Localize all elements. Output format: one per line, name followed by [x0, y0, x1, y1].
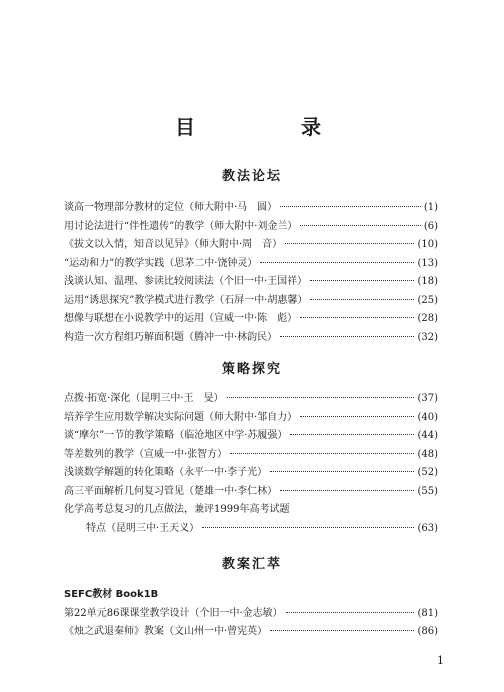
- toc-entry-first-line[interactable]: [64, 501, 438, 520]
- toc-entry-title: 谈高一物理部分教材的定位（师大附中·马 圆）: [64, 202, 278, 213]
- toc-entry[interactable]: [64, 605, 438, 624]
- toc-entry[interactable]: [64, 464, 438, 483]
- leader-dots: [230, 453, 414, 454]
- toc-subheading: [64, 586, 438, 605]
- toc-entry-title: 化学高考总复习的几点做法，兼评1999年高考试题: [64, 504, 290, 515]
- section-heading-teaching-forum: 教法论坛: [221, 169, 282, 184]
- toc-entry-title: 运用“诱思探究”教学模式进行教学（石屏一中·胡惠馨）: [64, 294, 308, 306]
- toc-entry-page: (63): [417, 522, 438, 534]
- toc-entry[interactable]: [64, 623, 438, 642]
- toc-subheading-text: SEFC教材 Book1B: [64, 589, 159, 600]
- toc-entry-title: “运动和力”的教学实践（思茅二中·饶钟灵）: [64, 257, 258, 269]
- leader-dots: [300, 416, 414, 417]
- leader-dots: [300, 225, 420, 226]
- toc-entry[interactable]: [64, 292, 438, 311]
- leader-dots: [260, 262, 414, 263]
- toc-entry-page: (40): [417, 411, 438, 423]
- leader-dots: [270, 630, 414, 631]
- toc-entry-title: 高三平面解析几何复习管见（楚雄一中·李仁林）: [64, 485, 278, 497]
- toc-entry-title: 用讨论法进行“伴性遗传”的教学（师大附中·刘金兰）: [64, 220, 298, 232]
- leader-dots: [202, 527, 414, 528]
- toc-entry-page: (81): [417, 607, 438, 619]
- leader-dots: [300, 317, 414, 318]
- leader-dots: [310, 280, 414, 281]
- page-title: 目 录: [175, 115, 343, 139]
- toc-entry-page: (48): [417, 448, 438, 460]
- toc-entry-page: (37): [417, 393, 438, 404]
- toc-entry[interactable]: [64, 255, 438, 274]
- toc-entry-title: 浅谈认知、温理、参读比较阅读法（个旧一中·王国祥）: [64, 276, 308, 287]
- toc-entry-page: (1): [423, 202, 438, 213]
- toc-entry-page: (28): [417, 313, 438, 324]
- toc-entry-title: 浅谈数学解题的转化策略（永平一中·李子光）: [64, 467, 268, 478]
- section-entries-strategy-exploration: [64, 390, 438, 538]
- toc-entry[interactable]: [64, 390, 438, 409]
- toc-entry[interactable]: [64, 236, 438, 255]
- toc-entry-title: 《拔文以入情，知音以见异》（师大附中·周 音）: [64, 239, 283, 250]
- section-heading-strategy-exploration: 策略探究: [221, 362, 282, 377]
- toc-entry-page: (86): [417, 626, 438, 637]
- toc-entry-title: 第22单元86课课堂教学设计（个旧一中·金志敏）: [64, 607, 283, 619]
- toc-entry-title: 特点（昆明三中·王天义）: [86, 522, 200, 534]
- leader-dots: [290, 434, 414, 435]
- toc-entry[interactable]: [64, 199, 438, 218]
- toc-entry-page: (25): [417, 294, 438, 306]
- leader-dots: [285, 243, 414, 244]
- toc-entry-title: 《烛之武退秦师》教案（文山州一中·曾宪英）: [64, 626, 268, 637]
- toc-entry-page: (10): [417, 239, 438, 250]
- page-number: 1: [437, 654, 444, 667]
- toc-entry-page: (44): [417, 430, 438, 441]
- leader-dots: [286, 612, 415, 613]
- toc-entry[interactable]: [64, 409, 438, 428]
- section-entries-lesson-plans: [64, 586, 438, 642]
- toc-entry-title: 点拨·拓宽·深化（昆明三中·王 旻）: [64, 393, 224, 404]
- leader-dots: [280, 490, 414, 491]
- toc-entry-page: (18): [417, 276, 438, 287]
- toc-entry-title: 谈“摩尔”一节的教学策略（临沧地区中学·苏履强）: [64, 430, 288, 441]
- toc-entry-page: (55): [417, 485, 438, 497]
- leader-dots: [310, 299, 414, 300]
- toc-entry[interactable]: [64, 427, 438, 446]
- toc-entry[interactable]: [64, 218, 438, 237]
- toc-entry[interactable]: [64, 273, 438, 292]
- toc-entry[interactable]: [64, 310, 438, 329]
- toc-entry-page: (32): [417, 331, 438, 343]
- toc-entry[interactable]: [64, 446, 438, 465]
- toc-entry-title: 构造一次方程组巧解面积题（腾冲一中·林韵民）: [64, 331, 278, 343]
- toc-entry-continuation[interactable]: [64, 520, 438, 539]
- toc-entry-title: 培养学生应用数学解决实际问题（师大附中·邹自力）: [64, 411, 298, 423]
- toc-entry-title: 等差数列的教学（宣威一中·张智方）: [64, 448, 228, 460]
- toc-entry-page: (6): [423, 220, 438, 232]
- section-heading-lesson-plans: 教案汇萃: [221, 557, 282, 572]
- section-entries-teaching-forum: [64, 199, 438, 347]
- toc-entry-title: 想像与联想在小说教学中的运用（宣威一中·陈 彪）: [64, 313, 298, 324]
- toc-entry-page: (52): [417, 467, 438, 478]
- leader-dots: [227, 397, 415, 398]
- leader-dots: [280, 336, 414, 337]
- leader-dots: [270, 471, 414, 472]
- leader-dots: [280, 206, 421, 207]
- toc-entry-page: (13): [417, 257, 438, 269]
- toc-entry[interactable]: [64, 329, 438, 348]
- toc-entry[interactable]: [64, 483, 438, 502]
